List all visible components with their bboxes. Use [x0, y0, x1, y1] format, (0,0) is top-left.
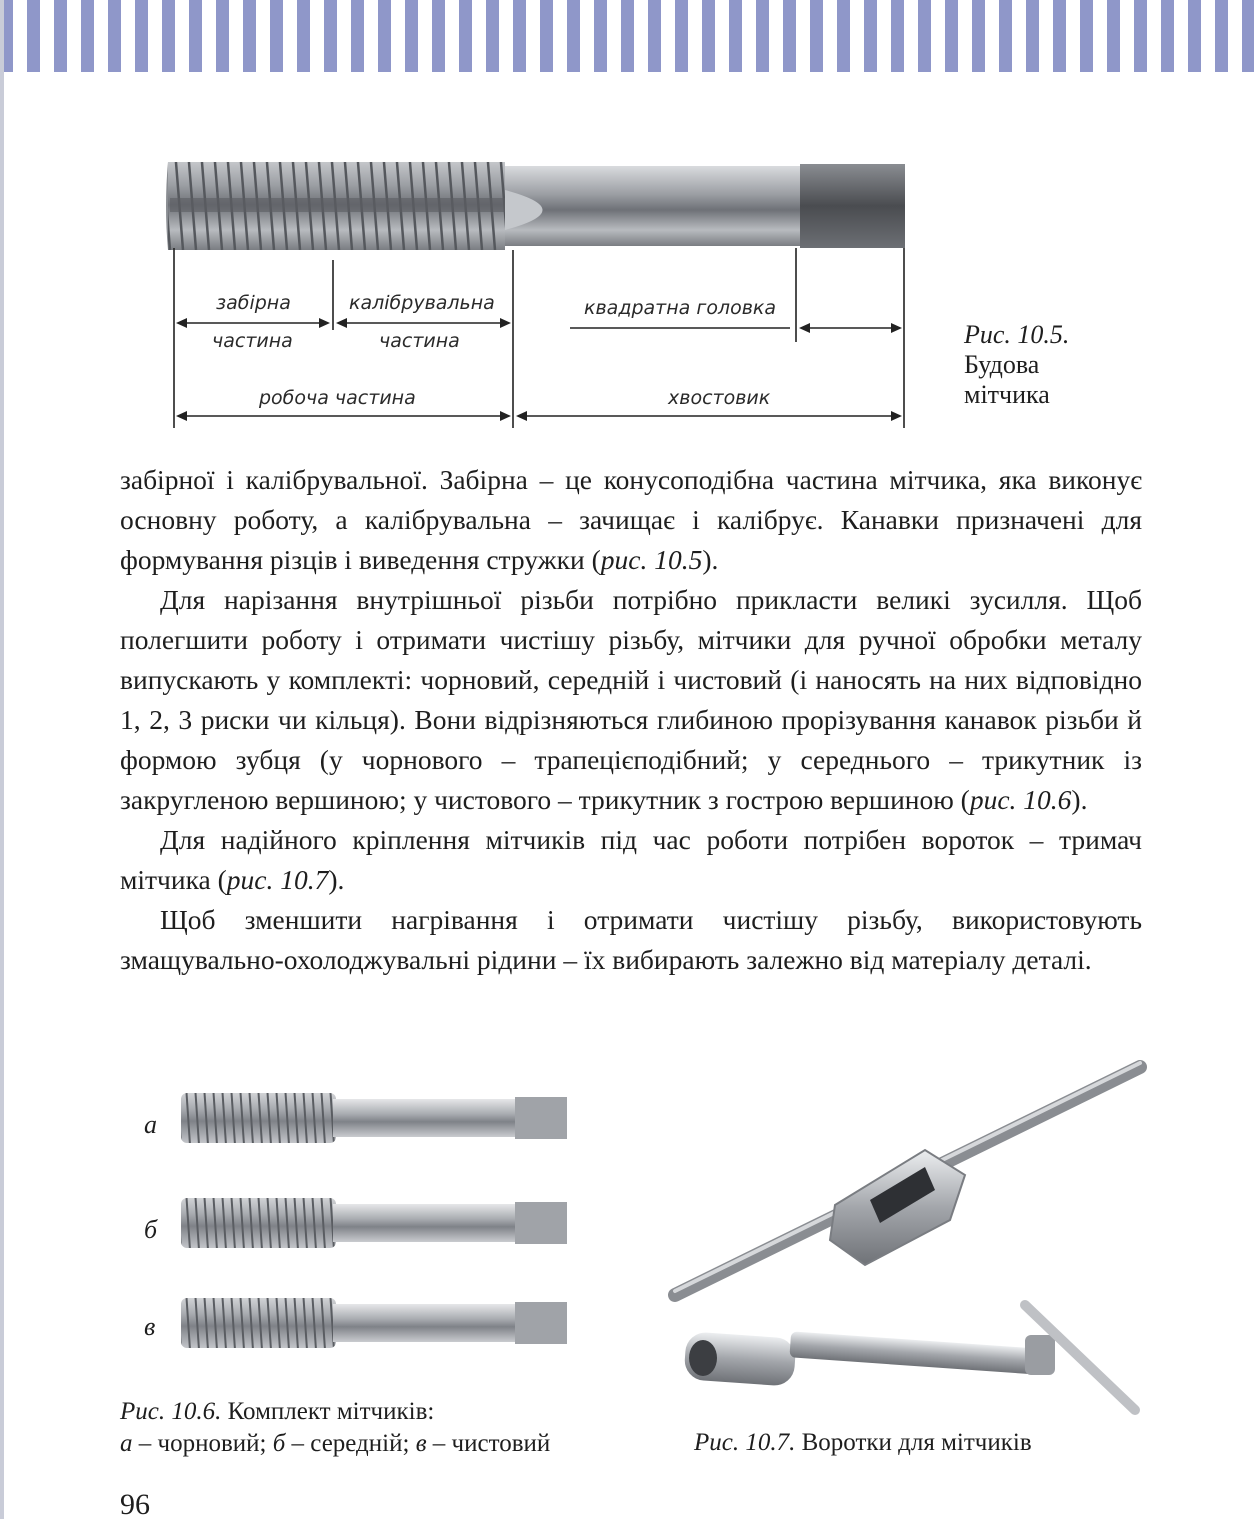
caption-ref: Рис. 10.7.	[694, 1429, 796, 1456]
paragraph	[120, 820, 1142, 900]
tap-letter-a: а	[144, 1110, 157, 1139]
label-square-head: квадратна головка	[584, 297, 777, 319]
caption-line	[120, 1396, 640, 1428]
figure-reference: рис. 10.5	[600, 544, 703, 575]
text-span: ).	[702, 544, 719, 575]
text-span: забірної і калібрувальної. Забірна – це конусоподібна частина мітчика, яка виконує основну роботу, а калібрувальна – зачищає і калібрує. Канавки призначені для формування різців і виведення стружки (	[120, 464, 1142, 575]
text-span: Для надійного кріплення мітчиків під час роботи потрібен вороток – тримач мітчика (	[120, 824, 1142, 895]
tap-wrenches-figure	[665, 1055, 1155, 1425]
label-lead-part: частина	[212, 330, 293, 352]
page-number: 96	[120, 1488, 150, 1521]
caption-text: – середній;	[285, 1430, 416, 1457]
paragraph: Щоб зменшити нагрівання і отримати чистішу різьбу, використовують змащувально-охолоджувальні рідини – їх вибирають залежно від матеріалу деталі.	[120, 904, 1142, 975]
caption-text: – чистовий	[426, 1430, 551, 1457]
tap-finishing	[181, 1298, 567, 1348]
tap-shank	[505, 166, 800, 246]
label-calibrating: калібрувальна	[349, 292, 495, 314]
caption-ref: Рис. 10.5.	[964, 320, 1070, 349]
figure-10-5-caption	[964, 320, 1069, 410]
tap-letter-b: б	[144, 1215, 158, 1244]
page-edge	[0, 0, 4, 1519]
label-calibrating-part: частина	[379, 330, 460, 352]
tap-intermediate	[181, 1198, 567, 1248]
figure-reference: рис. 10.6	[969, 784, 1072, 815]
paragraph	[120, 460, 1142, 580]
caption-letter: в	[415, 1430, 427, 1457]
caption-line: мітчика	[964, 380, 1050, 409]
paragraph	[120, 580, 1142, 820]
bar-tap-wrench	[675, 1063, 1140, 1295]
caption-title: Комплект мітчиків:	[221, 1398, 435, 1425]
caption-text: – чорновий;	[132, 1430, 273, 1457]
body-text	[120, 460, 1142, 980]
figure-10-7-caption	[694, 1427, 1032, 1459]
tap-set-figure	[175, 1085, 575, 1365]
figure-10-6-caption	[120, 1396, 640, 1460]
tap-roughing	[181, 1093, 567, 1143]
caption-title: Воротки для мітчиків	[795, 1429, 1032, 1456]
caption-line	[120, 1428, 640, 1460]
label-working-part: робоча частина	[259, 387, 416, 409]
text-span: ).	[328, 864, 345, 895]
label-lead: забірна	[216, 292, 291, 314]
text-span: Для нарізання внутрішньої різьби потрібно прикласти великі зусилля. Щоб полегшити роботу і отримати чистішу різьбу, мітчики для ручної обробки металу випускають у комплекті: чорновий, середній і чистовий (і наносять на них відповідно 1, 2, 3 риски чи кільця). Вони відрізняються глибиною прорізування канавок різьби й формою зубця (у чорнового – трапецієподібний; у середнього – трикутник із закругленою вершиною; у чистового – трикутник з гострою вершиною (	[120, 584, 1142, 815]
caption-letter: а	[120, 1430, 133, 1457]
caption-letter: б	[272, 1430, 286, 1457]
ratchet-tap-wrench	[683, 1305, 1135, 1410]
tap-letter-c: в	[144, 1312, 156, 1341]
figure-reference: рис. 10.7	[226, 864, 329, 895]
label-shank: хвостовик	[668, 387, 771, 409]
text-span: ).	[1071, 784, 1088, 815]
caption-ref: Рис. 10.6.	[120, 1398, 222, 1425]
decorative-header-stripes	[0, 0, 1254, 72]
tap-square-head	[800, 164, 905, 248]
caption-line: Будова	[964, 350, 1040, 379]
